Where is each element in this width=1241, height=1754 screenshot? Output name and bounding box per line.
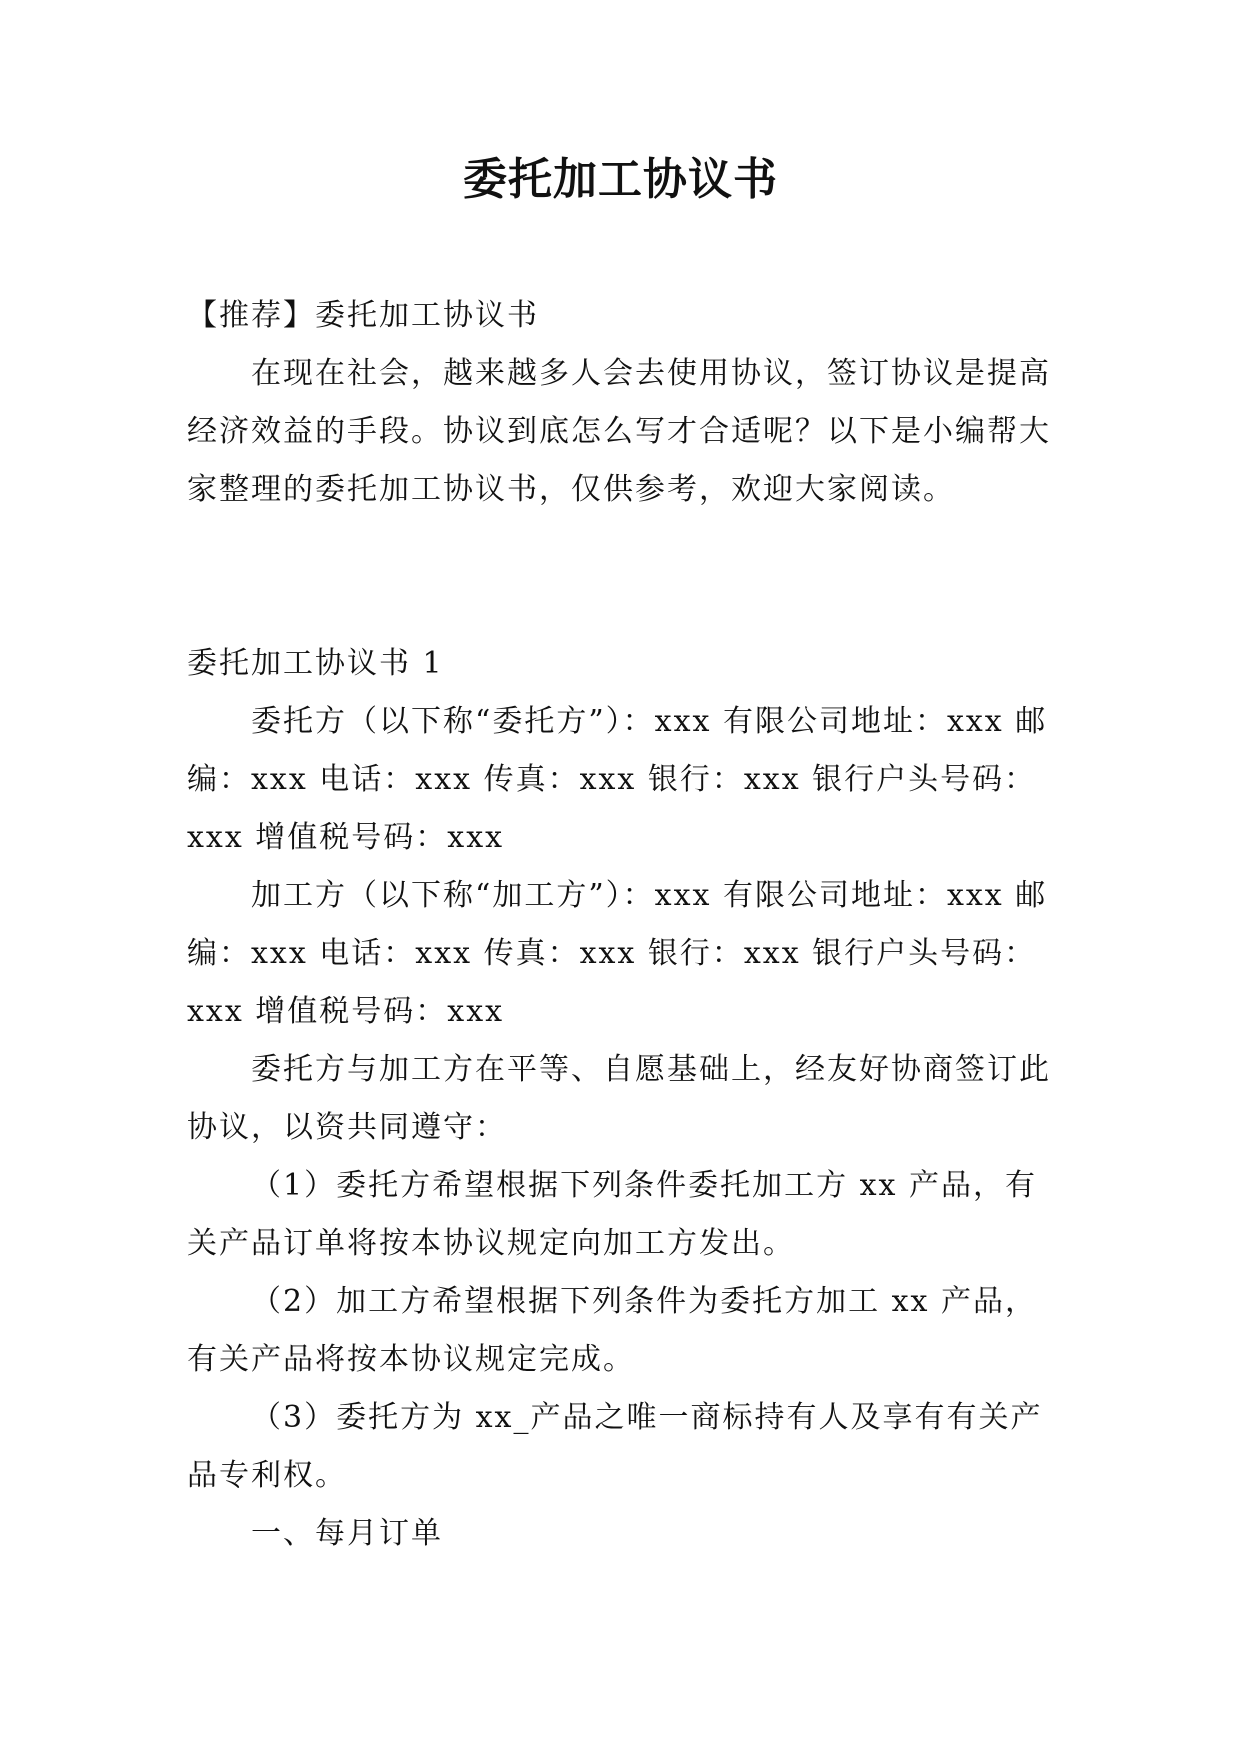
clause-1: （1）委托方希望根据下列条件委托加工方 xx 产品，有关产品订单将按本协议规定向加工方发出。 [187, 1168, 1037, 1261]
principal-party-info: 委托方（以下称“委托方”）：xxx 有限公司地址：xxx 邮编：xxx 电话：xxx 传真：xxx 银行：xxx 银行户头号码：xxx 增值税号码：xxx [187, 704, 1048, 855]
clause-2: （2）加工方希望根据下列条件为委托方加工 xx 产品，有关产品将按本协议规定完成。 [187, 1284, 1037, 1377]
processor-party-info: 加工方（以下称“加工方”）：xxx 有限公司地址：xxx 邮编：xxx 电话：xxx 传真：xxx 银行：xxx 银行户头号码：xxx 增值税号码：xxx [187, 878, 1048, 1029]
intro-paragraph: 在现在社会，越来越多人会去使用协议，签订协议是提高经济效益的手段。协议到底怎么写才合适呢？以下是小编帮大家整理的委托加工协议书，仅供参考，欢迎大家阅读。 [187, 356, 1051, 507]
document-title: 委托加工协议书 [463, 154, 778, 205]
clause-3: （3）委托方为 xx_产品之唯一商标持有人及享有有关产品专利权。 [187, 1400, 1043, 1493]
section-spacer [187, 519, 1067, 635]
section-heading: 委托加工协议书 1 [187, 646, 444, 681]
section-one-heading: 一、每月订单 [251, 1516, 443, 1551]
agreement-preamble: 委托方与加工方在平等、自愿基础上，经友好协商签订此协议，以资共同遵守： [187, 1052, 1051, 1145]
document-body [187, 287, 1067, 1563]
recommend-heading: 【推荐】委托加工协议书 [187, 298, 539, 333]
